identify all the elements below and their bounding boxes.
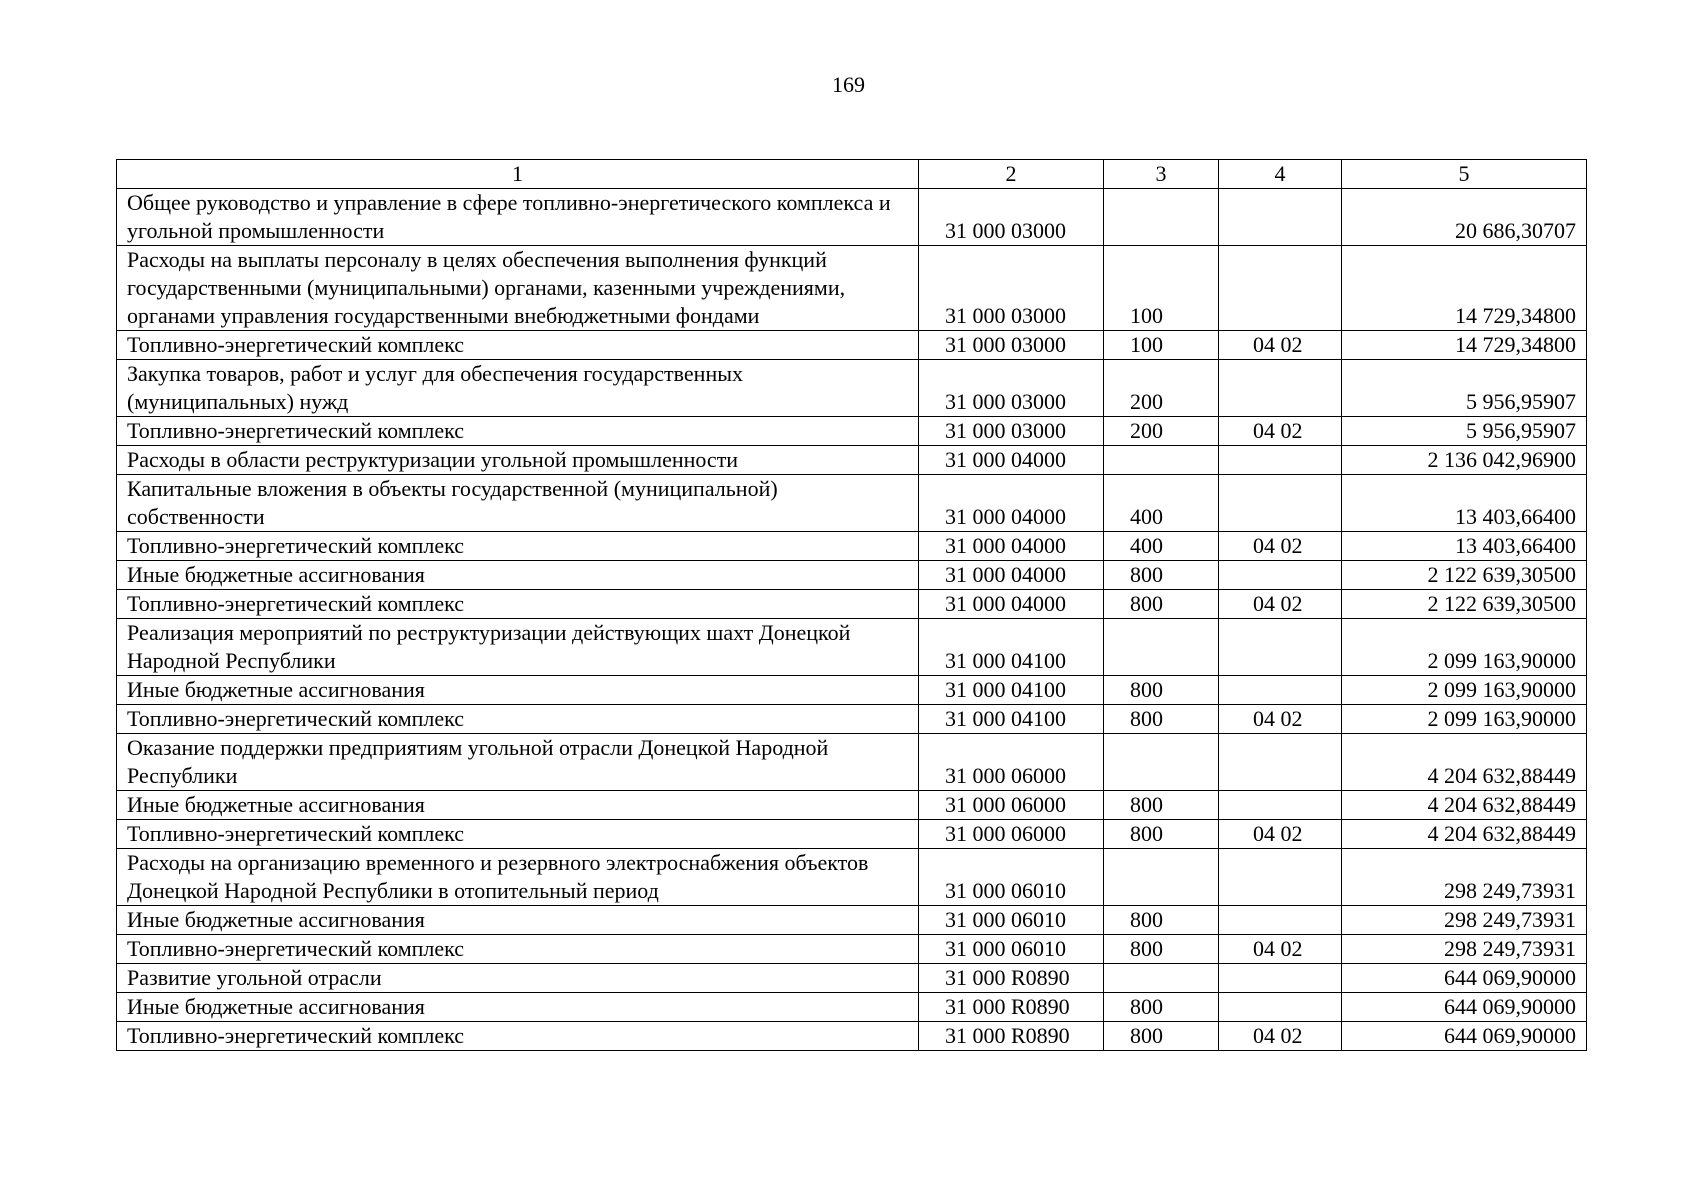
row-code-cell: 31 000 04000 <box>919 446 1104 475</box>
row-sum-cell: 298 249,73931 <box>1342 935 1587 964</box>
table-row <box>117 705 1587 734</box>
row-name-cell: Топливно-энергетический комплекс <box>117 417 919 446</box>
row-name-cell: Иные бюджетные ассигнования <box>117 791 919 820</box>
row-code-cell: 31 000 06010 <box>919 906 1104 935</box>
table-row <box>117 360 1587 417</box>
row-code-cell: 31 000 R0890 <box>919 993 1104 1022</box>
row-expense-type-cell: 800 <box>1104 561 1219 590</box>
row-sum-cell: 298 249,73931 <box>1342 906 1587 935</box>
row-expense-type-cell <box>1104 849 1219 906</box>
row-name-cell: Топливно-энергетический комплекс <box>117 331 919 360</box>
row-name-cell: Топливно-энергетический комплекс <box>117 590 919 619</box>
row-sum-cell: 2 122 639,30500 <box>1342 561 1587 590</box>
row-expense-type-cell <box>1104 964 1219 993</box>
row-expense-type-cell: 800 <box>1104 590 1219 619</box>
row-expense-type-cell: 800 <box>1104 820 1219 849</box>
row-code-cell: 31 000 06010 <box>919 935 1104 964</box>
row-name-cell: Закупка товаров, работ и услуг для обеспечения государственных (муниципальных) нужд <box>117 360 919 417</box>
page-number: 169 <box>832 72 865 97</box>
row-section-cell <box>1219 619 1342 676</box>
row-name-cell: Иные бюджетные ассигнования <box>117 561 919 590</box>
row-code-cell: 31 000 06000 <box>919 734 1104 791</box>
row-name-cell: Общее руководство и управление в сфере топливно-энергетического комплекса и угольной промышленности <box>117 189 919 246</box>
table-row <box>117 561 1587 590</box>
row-section-cell <box>1219 849 1342 906</box>
row-sum-cell: 644 069,90000 <box>1342 993 1587 1022</box>
budget-table <box>116 159 1587 1051</box>
row-code-cell: 31 000 03000 <box>919 246 1104 331</box>
table-row <box>117 935 1587 964</box>
row-name-cell: Оказание поддержки предприятиям угольной отрасли Донецкой Народной Республики <box>117 734 919 791</box>
row-section-cell <box>1219 676 1342 705</box>
row-expense-type-cell: 800 <box>1104 906 1219 935</box>
row-section-cell: 04 02 <box>1219 1022 1342 1051</box>
row-code-cell: 31 000 04000 <box>919 590 1104 619</box>
row-code-cell: 31 000 04000 <box>919 561 1104 590</box>
row-section-cell <box>1219 246 1342 331</box>
row-section-cell <box>1219 360 1342 417</box>
row-code-cell: 31 000 04000 <box>919 532 1104 561</box>
table-row <box>117 246 1587 331</box>
row-sum-cell: 5 956,95907 <box>1342 417 1587 446</box>
row-name-cell: Иные бюджетные ассигнования <box>117 676 919 705</box>
row-code-cell: 31 000 06010 <box>919 849 1104 906</box>
row-expense-type-cell: 200 <box>1104 417 1219 446</box>
row-name-cell: Топливно-энергетический комплекс <box>117 1022 919 1051</box>
row-sum-cell: 20 686,30707 <box>1342 189 1587 246</box>
row-name-cell: Расходы в области реструктуризации угольной промышленности <box>117 446 919 475</box>
row-section-cell: 04 02 <box>1219 417 1342 446</box>
row-section-cell <box>1219 475 1342 532</box>
row-section-cell <box>1219 189 1342 246</box>
row-code-cell: 31 000 03000 <box>919 331 1104 360</box>
header-col-3: 3 <box>1104 160 1219 189</box>
row-expense-type-cell: 800 <box>1104 1022 1219 1051</box>
table-row <box>117 331 1587 360</box>
table-row <box>117 1022 1587 1051</box>
row-sum-cell: 298 249,73931 <box>1342 849 1587 906</box>
table-row <box>117 849 1587 906</box>
row-code-cell: 31 000 04100 <box>919 619 1104 676</box>
header-col-1: 1 <box>117 160 919 189</box>
header-col-4: 4 <box>1219 160 1342 189</box>
row-sum-cell: 4 204 632,88449 <box>1342 734 1587 791</box>
row-expense-type-cell: 400 <box>1104 475 1219 532</box>
row-expense-type-cell: 800 <box>1104 935 1219 964</box>
row-name-cell: Расходы на организацию временного и резервного электроснабжения объектов Донецкой Народной Республики в отопительный период <box>117 849 919 906</box>
row-expense-type-cell: 400 <box>1104 532 1219 561</box>
row-name-cell: Топливно-энергетический комплекс <box>117 705 919 734</box>
row-section-cell: 04 02 <box>1219 532 1342 561</box>
table-row <box>117 417 1587 446</box>
row-name-cell: Топливно-энергетический комплекс <box>117 935 919 964</box>
row-code-cell: 31 000 R0890 <box>919 1022 1104 1051</box>
row-expense-type-cell: 800 <box>1104 791 1219 820</box>
table-row <box>117 532 1587 561</box>
row-section-cell <box>1219 993 1342 1022</box>
table-row <box>117 446 1587 475</box>
row-sum-cell: 2 099 163,90000 <box>1342 619 1587 676</box>
row-section-cell: 04 02 <box>1219 590 1342 619</box>
table-row <box>117 475 1587 532</box>
table-row <box>117 993 1587 1022</box>
row-code-cell: 31 000 03000 <box>919 360 1104 417</box>
row-name-cell: Реализация мероприятий по реструктуризации действующих шахт Донецкой Народной Республики <box>117 619 919 676</box>
row-sum-cell: 14 729,34800 <box>1342 331 1587 360</box>
table-row <box>117 676 1587 705</box>
header-col-5: 5 <box>1342 160 1587 189</box>
row-sum-cell: 13 403,66400 <box>1342 475 1587 532</box>
row-code-cell: 31 000 04100 <box>919 705 1104 734</box>
row-code-cell: 31 000 03000 <box>919 417 1104 446</box>
row-expense-type-cell: 800 <box>1104 676 1219 705</box>
row-name-cell: Расходы на выплаты персоналу в целях обеспечения выполнения функций государственными (муниципальными) органами, казенными учреждениями, органами управления государственными внебюджетными фондами <box>117 246 919 331</box>
table-row <box>117 619 1587 676</box>
row-code-cell: 31 000 03000 <box>919 189 1104 246</box>
row-name-cell: Топливно-энергетический комплекс <box>117 532 919 561</box>
row-code-cell: 31 000 06000 <box>919 791 1104 820</box>
row-expense-type-cell: 800 <box>1104 993 1219 1022</box>
row-sum-cell: 4 204 632,88449 <box>1342 820 1587 849</box>
row-section-cell: 04 02 <box>1219 331 1342 360</box>
table-row <box>117 791 1587 820</box>
table-row <box>117 734 1587 791</box>
row-section-cell <box>1219 561 1342 590</box>
row-code-cell: 31 000 R0890 <box>919 964 1104 993</box>
row-sum-cell: 644 069,90000 <box>1342 1022 1587 1051</box>
table-row <box>117 189 1587 246</box>
row-name-cell: Иные бюджетные ассигнования <box>117 906 919 935</box>
row-name-cell: Капитальные вложения в объекты государственной (муниципальной) собственности <box>117 475 919 532</box>
row-name-cell: Развитие угольной отрасли <box>117 964 919 993</box>
row-sum-cell: 644 069,90000 <box>1342 964 1587 993</box>
row-sum-cell: 4 204 632,88449 <box>1342 791 1587 820</box>
row-sum-cell: 2 099 163,90000 <box>1342 705 1587 734</box>
table-header-row <box>117 160 1587 189</box>
row-expense-type-cell: 100 <box>1104 331 1219 360</box>
row-sum-cell: 13 403,66400 <box>1342 532 1587 561</box>
row-name-cell: Топливно-энергетический комплекс <box>117 820 919 849</box>
row-code-cell: 31 000 06000 <box>919 820 1104 849</box>
row-section-cell <box>1219 734 1342 791</box>
row-sum-cell: 2 099 163,90000 <box>1342 676 1587 705</box>
row-expense-type-cell <box>1104 189 1219 246</box>
row-sum-cell: 5 956,95907 <box>1342 360 1587 417</box>
row-section-cell: 04 02 <box>1219 705 1342 734</box>
table-row <box>117 590 1587 619</box>
row-expense-type-cell <box>1104 446 1219 475</box>
row-section-cell <box>1219 906 1342 935</box>
row-section-cell <box>1219 791 1342 820</box>
row-section-cell: 04 02 <box>1219 820 1342 849</box>
table-row <box>117 964 1587 993</box>
row-sum-cell: 14 729,34800 <box>1342 246 1587 331</box>
row-section-cell <box>1219 446 1342 475</box>
table-row <box>117 820 1587 849</box>
row-code-cell: 31 000 04000 <box>919 475 1104 532</box>
row-sum-cell: 2 136 042,96900 <box>1342 446 1587 475</box>
row-expense-type-cell <box>1104 619 1219 676</box>
header-col-2: 2 <box>919 160 1104 189</box>
row-expense-type-cell: 100 <box>1104 246 1219 331</box>
row-section-cell <box>1219 964 1342 993</box>
row-expense-type-cell: 800 <box>1104 705 1219 734</box>
row-name-cell: Иные бюджетные ассигнования <box>117 993 919 1022</box>
budget-table-body <box>117 160 1587 1051</box>
row-section-cell: 04 02 <box>1219 935 1342 964</box>
row-code-cell: 31 000 04100 <box>919 676 1104 705</box>
row-expense-type-cell <box>1104 734 1219 791</box>
row-sum-cell: 2 122 639,30500 <box>1342 590 1587 619</box>
table-row <box>117 906 1587 935</box>
row-expense-type-cell: 200 <box>1104 360 1219 417</box>
